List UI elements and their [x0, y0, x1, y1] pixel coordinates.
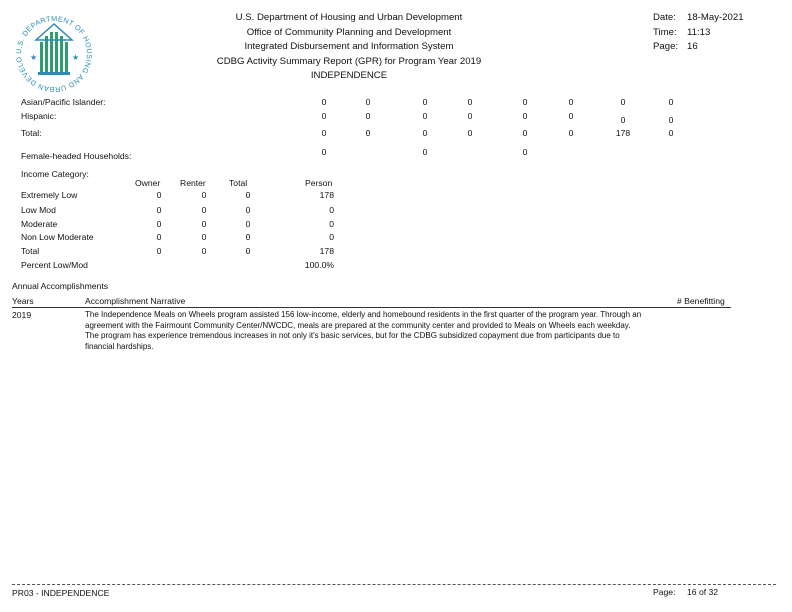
income-category-title: Income Category:: [21, 169, 89, 179]
time-label: Time:: [653, 27, 677, 38]
race-cell: 0: [365, 97, 371, 107]
income-renter: 0: [201, 219, 207, 229]
income-header-owner: Owner: [135, 178, 161, 188]
income-owner: 0: [156, 246, 162, 256]
footer-rule: [12, 584, 776, 585]
race-cell: 0: [321, 128, 327, 138]
race-cell: 0: [568, 97, 574, 107]
income-header-renter: Renter: [180, 178, 206, 188]
income-renter: 0: [201, 190, 207, 200]
income-row-label: Non Low Moderate: [21, 232, 94, 242]
income-person: 0: [329, 205, 334, 215]
percent-low-mod-label: Percent Low/Mod: [21, 260, 88, 270]
race-cell: 0: [568, 111, 574, 121]
race-cell: 0: [422, 111, 428, 121]
footer-page-value: 16 of 32: [687, 587, 719, 597]
footer-grantee: PR03 - INDEPENDENCE: [12, 588, 110, 598]
race-cell: 178: [615, 128, 631, 138]
income-row-label: Low Mod: [21, 205, 56, 215]
page-value: 16: [687, 41, 698, 52]
income-renter: 0: [201, 246, 207, 256]
race-cell: 0: [668, 128, 674, 138]
income-owner: 0: [156, 205, 162, 215]
report-title: CDBG Activity Summary Report (GPR) for Program Year 2019: [216, 56, 482, 67]
time-value: 11:13: [687, 27, 711, 38]
accomplishment-year: 2019: [12, 310, 32, 320]
race-cell: 0: [422, 128, 428, 138]
col-years-header: Years: [12, 296, 34, 306]
race-cell: 0: [321, 111, 327, 121]
female-headed-value: 0: [522, 147, 528, 157]
race-cell: 0: [668, 97, 674, 107]
accomplishment-narrative: The Independence Meals on Wheels program assisted 156 low-income, elderly and homebound residents in the first quarter of the program year. Through an agreement with the Fairmount Community Center/NWCDC, meals are prepared at the community center and provided to Meals on Wheels each weekday. The program has experience tremendous increases in not only it's basic services, but for the CDBG subsidized copayment due from participants due to financial hardships.: [85, 310, 642, 351]
race-row-label: Total:: [21, 128, 42, 138]
income-row-label: Moderate: [21, 219, 58, 229]
income-row-label: Extremely Low: [21, 190, 78, 200]
report-grantee: INDEPENDENCE: [310, 70, 388, 81]
income-header-person: Person: [305, 178, 333, 188]
income-header-total: Total: [229, 178, 248, 188]
race-cell: 0: [522, 111, 528, 121]
race-cell: 0: [422, 97, 428, 107]
income-owner: 0: [156, 232, 162, 242]
income-person: 0: [329, 219, 334, 229]
race-cell: 0: [467, 97, 473, 107]
female-headed-value: 0: [321, 147, 327, 157]
income-person: 178: [319, 246, 334, 256]
income-owner: 0: [156, 219, 162, 229]
race-cell: 0: [467, 128, 473, 138]
svg-text:★: ★: [30, 53, 38, 62]
report-agency: U.S. Department of Housing and Urban Development: [235, 12, 463, 23]
female-headed-value: 0: [422, 147, 428, 157]
income-person: 0: [329, 232, 334, 242]
female-headed-label: Female-headed Households:: [21, 151, 132, 161]
income-renter: 0: [201, 232, 207, 242]
race-cell: 0: [620, 97, 626, 107]
race-cell: 0: [321, 97, 327, 107]
income-total: 0: [245, 205, 251, 215]
date-value: 18-May-2021: [687, 12, 744, 23]
percent-low-mod-value: 100.0%: [304, 260, 334, 270]
date-label: Date:: [653, 12, 676, 23]
income-renter: 0: [201, 205, 207, 215]
race-cell: 0: [467, 111, 473, 121]
income-total: 0: [245, 246, 251, 256]
col-benefitting-header: # Benefitting: [677, 296, 725, 306]
income-owner: 0: [156, 190, 162, 200]
race-row-label: Asian/Pacific Islander:: [21, 97, 106, 107]
seal-text: U.S. DEPARTMENT OF HOUSING AND URBAN DEVELO: [13, 13, 95, 95]
race-cell: 0: [568, 128, 574, 138]
report-office: Office of Community Planning and Development: [246, 27, 452, 38]
income-total: 0: [245, 190, 251, 200]
accomplishments-title: Annual Accomplishments: [12, 281, 109, 291]
race-cell: 0: [620, 115, 626, 125]
page-label: Page:: [653, 41, 679, 52]
svg-text:★: ★: [72, 53, 80, 62]
header-rule: [12, 307, 731, 308]
col-narrative-header: Accomplishment Narrative: [85, 296, 186, 306]
income-total: 0: [245, 232, 251, 242]
race-row-label: Hispanic:: [21, 111, 57, 121]
report-system: Integrated Disbursement and Information System: [244, 41, 454, 52]
income-row-label: Total: [21, 246, 40, 256]
race-cell: 0: [365, 128, 371, 138]
income-person: 178: [319, 190, 334, 200]
income-total: 0: [245, 219, 251, 229]
race-cell: 0: [668, 115, 674, 125]
race-cell: 0: [522, 97, 528, 107]
race-cell: 0: [365, 111, 371, 121]
hud-seal-logo: [12, 12, 96, 96]
footer-page-label: Page:: [653, 587, 676, 597]
race-cell: 0: [522, 128, 528, 138]
